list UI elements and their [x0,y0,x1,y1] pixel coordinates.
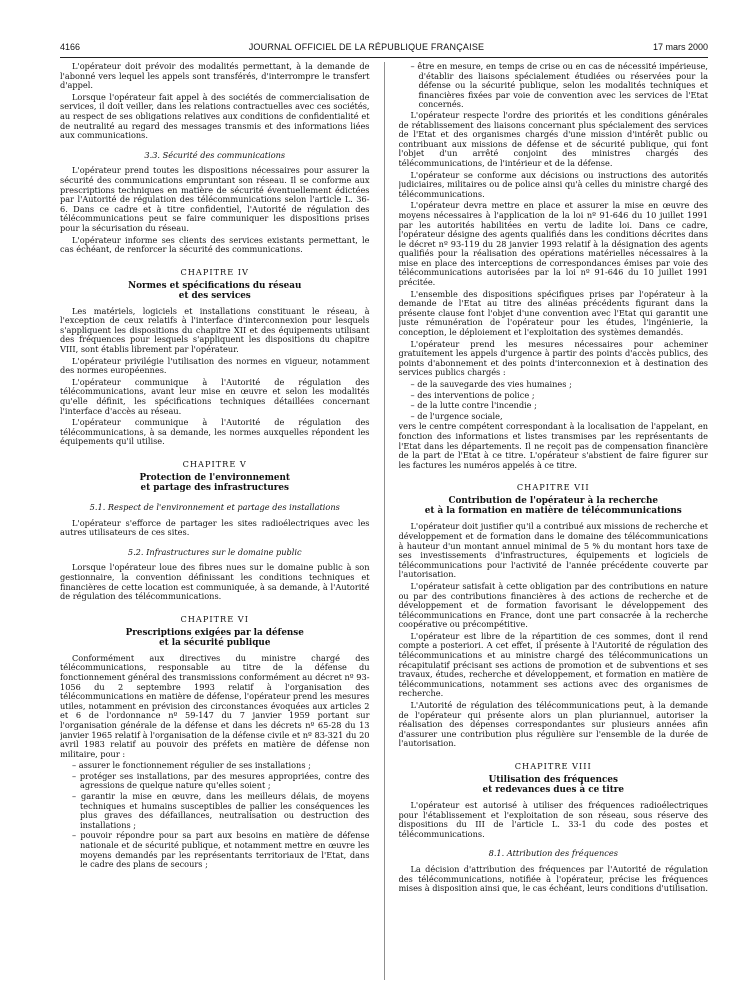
chapter-title-viii [399,775,709,795]
list-item: – protéger ses installations, par des mesures appropriées, contre des agressions de quelque nature qu'elles soient ; [72,772,370,791]
paragraph: L'opérateur est autorisé à utiliser des fréquences radioélectriques pour l'établissement et l'exploitation de son réseau, sous réserve des dispositions du III de l'article L. 33-1 du code des postes et télécommunications. [398,800,708,839]
journal-title: JOURNAL OFFICIEL DE LA RÉPUBLIQUE FRANÇAISE [248,42,485,52]
list-item: – des interventions de police ; [411,391,709,401]
paragraph: L'opérateur devra mettre en place et assurer la mise en œuvre des moyens nécessaires à l'application de la loi nº 91-646 du 10 juillet 1991 par les autorités habilitées en vertu de ladite loi. Dans ce cadre, l'opérateur désigne des agents qualifiés dans les conditions décrites dans le décret nº 93-119 du 28 janvier 1993 relatif à la désignation des agents qualifiés pour la réalisation des opérations matérielles nécessaires à la mise en place des interceptions de correspondances émises par voie des télécommunications autorisées par la loi nº 91-646 du 10 juillet 1991 précitée. [398,200,708,288]
chapter-title-line: Normes et spécifications du réseau [128,280,302,291]
paragraph: Les matériels, logiciels et installations constituant le réseau, à l'exception de ceux relatifs à l'interface d'interconnexion pour lesquels s'appliquent les dispositions du chapitre XII et des équipements utilisant des fréquences pour lesquels s'appliquent les dispositions du chapitre VIII, sont établis librement par l'opérateur. [60,305,370,355]
paragraph: L'opérateur privilégie l'utilisation des normes en vigueur, notamment des normes européennes. [60,355,370,376]
defense-measures-list [60,761,370,870]
left-column [60,62,370,980]
paragraph: L'opérateur est libre de la répartition de ces sommes, dont il rend compte a posteriori. A cet effet, il présente à l'Autorité de régulation des télécommunications et au ministre chargé des télécommunications un récapitulatif précisant ses actions de promotion et de subventions et ses travaux, études, recherche et développement, et formation en matière de télécommunications, notamment ses actions avec des organismes de recherche. [398,630,708,699]
chapter-heading-viii: CHAPITRE VIII [514,761,592,771]
chapter-title-line: et des services [178,290,251,301]
paragraph: Conformément aux directives du ministre chargé des télécommunications, responsable au titre de la défense du fonctionnement général des transmissions conformément au décret nº 93-1056 du 2 septembre 1993 relatif à l'organisation des télécommunications en matière de défense, l'opérateur prend les mesures utiles, notamment en prévision des circonstances évoquées aux articles 2 et 6 de l'ordonnance nº 59-147 du 7 janvier 1959 portant sur l'organisation générale de la défense et dans les décrets nº 65-28 du 13 janvier 1965 relatif à l'organisation de la défense civile et nº 83-321 du 20 avril 1983 relatif au pouvoir des préfets en matière de défense non militaire, pour : [60,652,370,759]
chapter-title-line: Contribution de l'opérateur à la recherche [448,496,659,507]
list-item: – garantir la mise en œuvre, dans les meilleurs délais, de moyens techniques et humains susceptibles de pallier les conséquences les plus graves des défaillances, neutralisation ou destruction des installations ; [72,792,370,830]
chapter-heading-vii: CHAPITRE VII [516,482,590,493]
chapter-title-v [60,473,370,493]
chapter-heading-iv: CHAPITRE IV [180,266,249,277]
paragraph: L'opérateur respecte l'ordre des priorités et les conditions générales de rétablissement des liaisons concernant plus spécialement des services de l'Etat et des organismes chargés d'une mission d'intérêt public ou contribuant aux missions de défense et de sécurité publique, qui font l'objet d'un arrêté conjoint des ministres chargés des télécommunications, de l'intérieur et de la défense. [398,109,708,168]
column-separator [384,62,385,980]
chapter-title-vi [60,628,370,648]
chapter-title-iv [60,281,370,301]
section-heading-3-3: 3.3. Sécurité des communications [144,149,286,160]
paragraph: L'Autorité de régulation des télécommunications peut, à la demande de l'opérateur qui présente alors un plan pluriannuel, autoriser la réalisation des dépenses correspondantes sur plusieurs années afin d'assurer une contribution plus régulière sur l'ensemble de la durée de l'autorisation. [398,700,708,749]
section-heading-5-1: 5.1. Respect de l'environnement et partage des installations [89,502,340,512]
chapter-heading-v: CHAPITRE V [182,459,247,469]
list-item: – être en mesure, en temps de crise ou en cas de nécessité impérieuse, d'établir des liaisons spécialement étudiées ou réservées pour la défense ou la sécurité publique, selon les modalités techniques et financières fixées par voie de convention avec les services de l'Etat concernés. [411,62,709,110]
list-item: – de la lutte contre l'incendie ; [411,401,709,411]
paragraph: L'opérateur s'efforce de partager les sites radioélectriques avec les autres utilisateurs de ces sites. [60,517,370,538]
page-header [60,40,708,58]
paragraph: La décision d'attribution des fréquences par l'Autorité de régulation des télécommunications, notifiée à l'opérateur, précise les fréquences mises à disposition ainsi que, le cas échéant, leurs conditions d'utilisation. [398,863,708,894]
list-item: – pouvoir répondre pour sa part aux besoins en matière de défense nationale et de sécurité publique, et notamment mettre en œuvre les moyens demandés par les représentants territoriaux de l'Etat, dans le cadre des plans de secours ; [72,831,370,869]
paragraph: L'opérateur communique à l'Autorité de régulation des télécommunications, avant leur mise en œuvre et selon les modalités qu'elle définit, les spécifications techniques détaillées concernant l'interface d'accès au réseau. [60,376,370,416]
emergency-services-list [399,380,709,421]
paragraph: L'opérateur prend les mesures nécessaires pour acheminer gratuitement les appels d'urgence à partir des points d'accès publics, des points d'abonnement et des points d'interconnexion et à destination des services publics chargés : [398,338,708,378]
chapter-title-line: et la sécurité publique [159,637,271,648]
list-item: – de l'urgence sociale, [411,412,709,422]
section-heading-5-2: 5.2. Infrastructures sur le domaine public [127,546,302,557]
paragraph: vers le centre compétent correspondant à la localisation de l'appelant, en fonction des informations et listes transmises par les représentants de l'Etat dans les départements. Il ne reçoit pas de compensation financière de la part de l'Etat à ce titre. L'opérateur s'abstient de faire figurer sur les factures les numéros appelés à ce titre. [398,421,708,470]
paragraph: L'opérateur se conforme aux décisions ou instructions des autorités judiciaires, militaires ou de police ainsi qu'à celles du ministre chargé des télécommunications. [398,169,708,199]
right-column [399,62,709,980]
paragraph: L'opérateur doit prévoir des modalités permettant, à la demande de l'abonné vers lequel les appels sont transférés, d'interrompre le transfert d'appel. [60,62,370,91]
chapter-title-line: Prescriptions exigées par la défense [125,627,304,638]
section-heading-8-1: 8.1. Attribution des fréquences [488,848,618,859]
page-number: 4166 [60,42,81,52]
paragraph: L'opérateur prend toutes les dispositions nécessaires pour assurer la sécurité des communications empruntant son réseau. Il se conforme aux prescriptions techniques en matière de sécurité éventuellement édictées par l'Autorité de régulation des télécommunications selon l'article L. 36-6. Dans ce cadre et à titre confidentiel, l'Autorité de régulation des télécommunications peut se faire communiquer les dispositions prises pour la sécurisation du réseau. [60,165,370,233]
text-columns [60,62,708,980]
list-item: – de la sauvegarde des vies humaines ; [411,380,709,390]
paragraph: L'opérateur informe ses clients des services existants permettant, le cas échéant, de renforcer la sécurité des communications. [60,234,370,255]
list-item: – assurer le fonctionnement régulier de ses installations ; [72,761,370,771]
chapter-title-line: et à la formation en matière de télécommunications [424,506,682,517]
paragraph: L'opérateur communique à l'Autorité de régulation des télécommunications, à sa demande, les normes auxquelles répondent les équipements qu'il utilise. [60,417,370,447]
paragraph: L'ensemble des dispositions spécifiques prises par l'opérateur à la demande de l'Etat au titre des alinéas précédents figurant dans la présente clause font l'objet d'une convention avec l'Etat qui garantit une juste rémunération de l'opérateur pour les études, l'ingénierie, la conception, le déploiement et l'exploitation des systèmes demandés. [398,288,708,338]
paragraph: L'opérateur satisfait à cette obligation par des contributions en nature ou par des contributions financières à des actions de recherche et de développement et de formation favorisant le développement des télécommunications en France, dont une part consacrée à la recherche coopérative ou précompétitive. [398,580,708,630]
defense-measures-list-continued [399,62,709,110]
chapter-title-line: Utilisation des fréquences [488,775,618,785]
issue-date: 17 mars 2000 [652,42,708,52]
paragraph: Lorsque l'opérateur loue des fibres nues sur le domaine public à son gestionnaire, la convention définissant les conditions techniques et financières de cette location est communiquée, à sa demande, à l'Autorité de régulation des télécommunications. [60,562,370,602]
chapter-title-vii [399,496,709,516]
chapter-title-line: Protection de l'environnement [139,473,290,483]
paragraph: L'opérateur doit justifier qu'il a contribué aux missions de recherche et développement et de formation dans le domaine des télécommunications à hauteur d'un montant annuel minimal de 5 % du montant hors taxe de ses investissements d'infrastructures, équipements et logiciels de télécommunications pour l'activité de l'année précédente couverte par l'autorisation. [398,521,708,580]
chapter-title-line: et partage des infrastructures [140,483,289,493]
chapter-heading-vi: CHAPITRE VI [180,613,249,624]
chapter-title-line: et redevances dues à ce titre [482,785,624,795]
paragraph: Lorsque l'opérateur fait appel à des sociétés de commercialisation de services, il doit veiller, dans les relations contractuelles avec ces sociétés, au respect de ses obligations relatives aux conditions de confidentialité et de neutralité au regard des messages transmis et des informations liées aux communications. [60,91,370,141]
